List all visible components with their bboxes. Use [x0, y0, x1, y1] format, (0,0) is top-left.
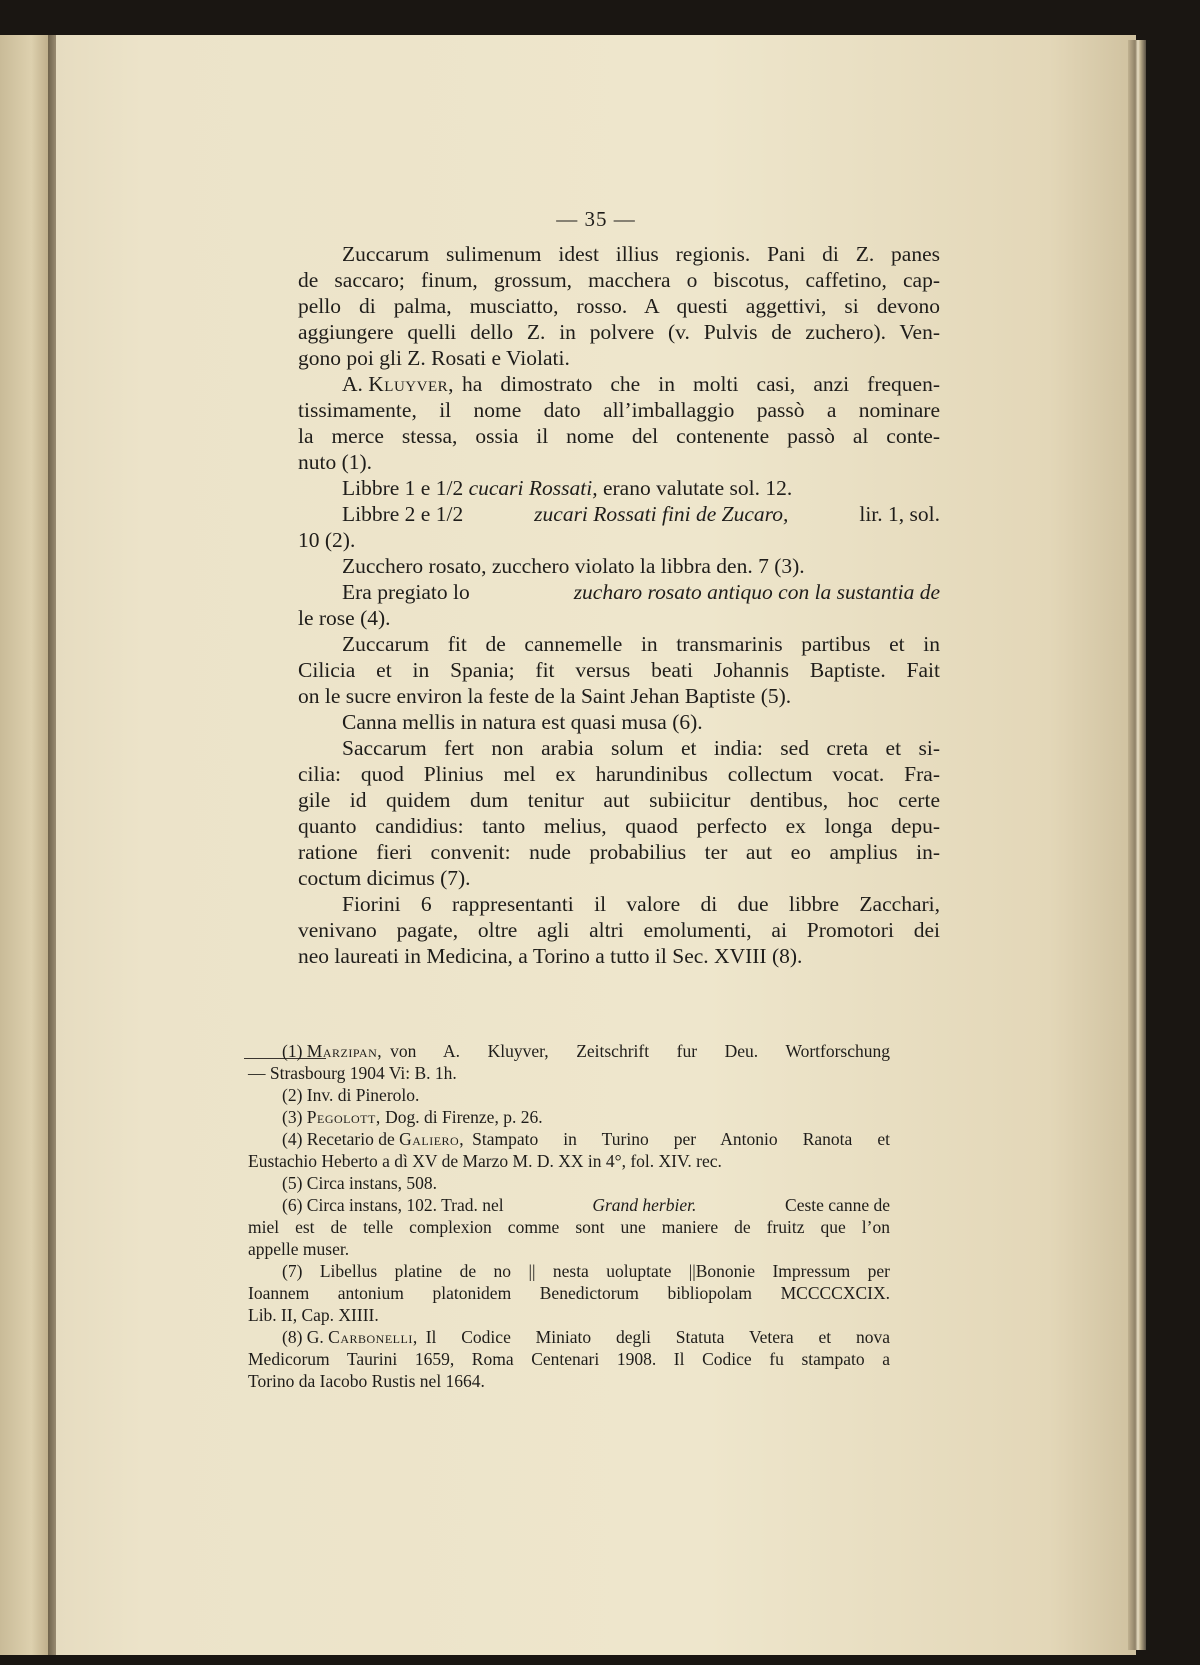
footnote-6-cont: miel est de telle complexion comme sont une maniere de fruitz que l’on	[248, 1217, 890, 1237]
text-segment: erano valutate sol. 12.	[602, 476, 793, 500]
text-line: on le sucre environ la feste de la Saint Jehan Baptiste (5).	[298, 684, 792, 708]
page-number: — 35 —	[556, 207, 636, 231]
author-name: Kluyver,	[368, 372, 455, 396]
author-initial: A.	[342, 372, 363, 396]
text-line: le rose (4).	[298, 606, 391, 630]
text-line: aggiungere quelli dello Z. in polvere (v. Pulvis de zuchero). Ven-	[298, 320, 940, 344]
footnote-number: (8) G.	[282, 1327, 324, 1347]
text-line: 10 (2).	[298, 528, 356, 552]
footnote-title: Grand herbier.	[592, 1195, 697, 1215]
footnote-6-cont: appelle muser.	[248, 1239, 350, 1259]
text-line: gono poi gli Z. Rosati e Violati.	[298, 346, 570, 370]
text-line: Fiorini 6 rappresentanti il valore di due libbre Zacchari,	[342, 892, 940, 916]
footnote-7-cont: Ioannem antonium platonidem Benedictorum bibliopolam MCCCCXCIX.	[248, 1283, 890, 1303]
text-line: ratione fieri convenit: nude probabilius ter aut eo amplius in-	[298, 840, 940, 864]
italic-segment: zucari Rossati fini de Zucaro,	[534, 502, 789, 526]
text-segment: Libbre 1 e 1/2	[342, 476, 464, 500]
text-segment: Libbre 2 e 1/2	[342, 502, 464, 526]
footnote-text: Dog. di Firenze, p. 26.	[385, 1107, 543, 1127]
text-line	[342, 579, 940, 605]
text-line: tissimamente, il nome dato all’imballaggio passò a nominare	[298, 398, 940, 422]
footnote-text: (6) Circa instans, 102. Trad. nel	[282, 1195, 504, 1215]
text-line: quanto candidius: tanto melius, quaod perfecto ex longa depu-	[298, 814, 940, 838]
footnote-text: Il Codice Miniato degli Statuta Vetera et nova	[425, 1327, 890, 1347]
footnote-3	[282, 1107, 543, 1128]
text-segment: ha dimostrato che in molti casi, anzi frequen-	[462, 372, 940, 396]
book-page	[56, 35, 1136, 1655]
text-segment: Era pregiato lo	[342, 580, 470, 604]
footnote-text: Stampato in Turino per Antonio Ranota et	[472, 1129, 890, 1149]
text-line: neo laureati in Medicina, a Torino a tutto il Sec. XVIII (8).	[298, 944, 803, 968]
text-line: cilia: quod Plinius mel ex harundinibus collectum vocat. Fra-	[298, 762, 940, 786]
footnote-author: Pegolott,	[306, 1107, 381, 1127]
italic-segment: zucharo rosato antiquo con la sustantia de	[573, 580, 940, 604]
footnote-2: (2) Inv. di Pinerolo.	[282, 1085, 420, 1105]
footnote-8	[282, 1327, 890, 1348]
text-line: venivano pagate, oltre agli altri emolumenti, ai Promotori dei	[298, 918, 940, 942]
text-line: la merce stessa, ossia il nome del contenente passò al conte-	[298, 424, 940, 448]
page-fore-edge	[1128, 40, 1146, 1650]
text-line: pello di palma, musciatto, rosso. A questi aggettivi, si devono	[298, 294, 940, 318]
footnote-8-cont: Torino da Iacobo Rustis nel 1664.	[248, 1371, 485, 1391]
footnote-number: (3)	[282, 1107, 303, 1127]
text-segment: lir. 1, sol.	[859, 502, 940, 526]
text-line	[342, 501, 940, 527]
footnote-author: Marzipan,	[306, 1041, 383, 1061]
text-line: Zuccarum fit de cannemelle in transmarinis partibus et in	[342, 632, 940, 656]
footnote-text: Ceste canne de	[785, 1195, 890, 1215]
text-line: nuto (1).	[298, 450, 373, 474]
footnote-4	[282, 1129, 890, 1150]
text-line	[342, 475, 792, 501]
footnote-4-cont: Eustachio Heberto a dì XV de Marzo M. D. XX in 4°, fol. XIV. rec.	[248, 1151, 722, 1171]
text-line: Cilicia et in Spania; fit versus beati Johannis Baptiste. Fait	[298, 658, 940, 682]
text-line: Zucchero rosato, zucchero violato la libbra den. 7 (3).	[342, 554, 805, 578]
page-content	[56, 35, 1136, 1655]
footnote-author: Galiero,	[399, 1129, 465, 1149]
footnote-7-cont: Lib. II, Cap. XIIII.	[248, 1305, 379, 1325]
text-line: Zuccarum sulimenum idest illius regionis. Pani di Z. panes	[342, 242, 940, 266]
footnote-8-cont: Medicorum Taurini 1659, Roma Centenari 1908. Il Codice fu stampato a	[248, 1349, 890, 1369]
footnote-7: (7) Libellus platine de no || nesta uoluptate ||Bononie Impressum per	[282, 1261, 890, 1281]
text-line: Canna mellis in natura est quasi musa (6).	[342, 710, 703, 734]
text-line: gile id quidem dum tenitur aut subiicitur dentibus, hoc certe	[298, 788, 940, 812]
footnote-6	[282, 1195, 890, 1216]
footnote-number: (1)	[282, 1041, 303, 1061]
text-line: coctum dicimus (7).	[298, 866, 471, 890]
footnote-text: von A. Kluyver, Zeitschrift fur Deu. Wortforschung	[390, 1041, 890, 1061]
text-line: de saccaro; finum, grossum, macchera o biscotus, caffetino, cap-	[298, 268, 940, 292]
text-line	[342, 371, 940, 397]
previous-page-edge	[0, 35, 52, 1655]
footnote-author: Carbonelli,	[328, 1327, 418, 1347]
footnote-1-cont: — Strasbourg 1904 Vi: B. 1h.	[248, 1063, 457, 1083]
footnote-5: (5) Circa instans, 508.	[282, 1173, 438, 1193]
footnote-number: (4) Recetario de	[282, 1129, 395, 1149]
footnote-1	[282, 1041, 890, 1062]
text-line: Saccarum fert non arabia solum et india: sed creta et si-	[342, 736, 940, 760]
italic-segment: cucari Rossati,	[468, 476, 598, 500]
